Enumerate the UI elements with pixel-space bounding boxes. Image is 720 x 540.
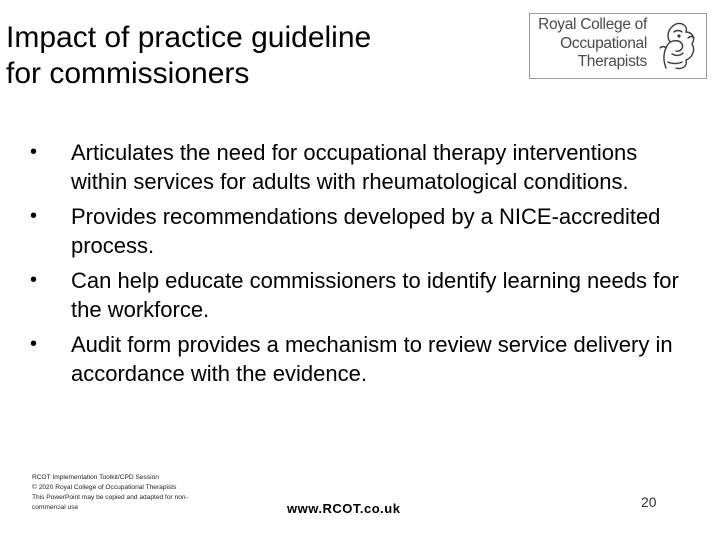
copyright-line-1: RCOT Implementation Toolkit/CPD Session [32, 474, 159, 481]
bullet-text: Audit form provides a mechanism to review service delivery in accordance with the evidence. [71, 332, 673, 386]
bullet-list [30, 138, 690, 394]
bullet-item [30, 138, 690, 196]
bullet-item [30, 202, 690, 260]
slide-title-line-2: for commissioners [6, 57, 250, 90]
logo-line-1: Royal College of [538, 16, 647, 33]
bullet-marker: • [30, 141, 38, 163]
logo-line-2: Occupational [560, 34, 647, 52]
copyright-note [32, 473, 232, 513]
bullet-text: Provides recommendations developed by a NICE-accredited process. [71, 204, 661, 258]
rcot-crest-icon [652, 18, 700, 74]
bullet-marker: • [30, 205, 38, 227]
rcot-logo [529, 13, 707, 79]
website-link[interactable]: www.RCOT.co.uk [287, 501, 401, 516]
copyright-line-3: This PowerPoint may be copied and adapted for non- [32, 494, 188, 501]
copyright-line-2: © 2020 Royal College of Occupational Therapists [32, 484, 177, 491]
slide-title [6, 20, 506, 92]
bullet-item [30, 266, 690, 324]
bullet-text: Articulates the need for occupational therapy interventions within services for adults with rheumatological conditions. [71, 140, 638, 194]
bullet-item [30, 330, 690, 388]
slide-title-line-1: Impact of practice guideline [6, 21, 372, 54]
bullet-marker: • [30, 333, 38, 355]
page-number: 20 [641, 494, 657, 510]
logo-wordmark [537, 16, 647, 72]
copyright-line-4: commercial use [32, 504, 79, 511]
bullet-text: Can help educate commissioners to identify learning needs for the workforce. [71, 268, 679, 322]
bullet-marker: • [30, 269, 38, 291]
logo-line-3: Therapists [577, 53, 647, 70]
